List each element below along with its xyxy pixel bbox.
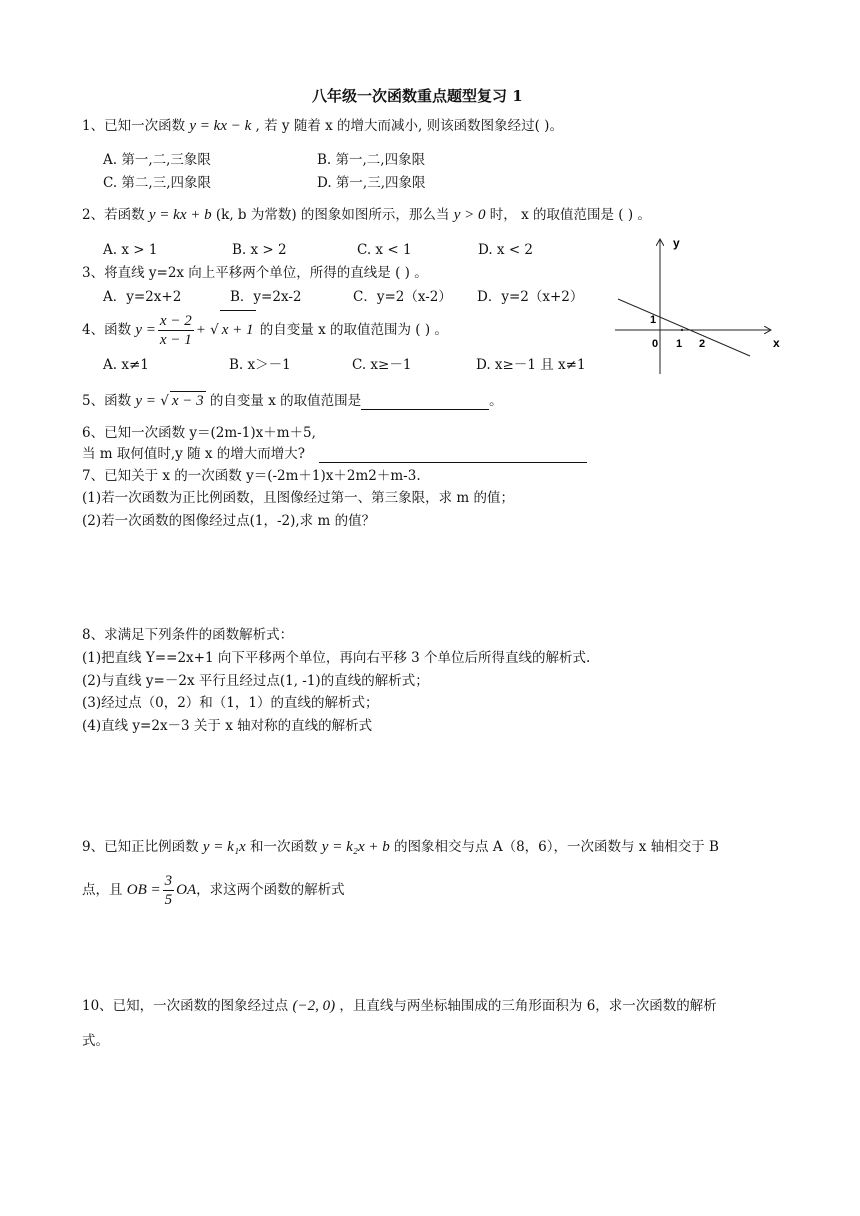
q8-line-3: (2)与直线 y=－2x 平行且经过点(1, -1)的直线的解析式； [82, 673, 429, 689]
q1-option-d: D. 第一,三,四象限 [317, 175, 426, 191]
q9-line-1 [82, 838, 719, 856]
q1-stem-a: 1、已知一次函数 [82, 118, 190, 134]
q8-line-1: 8、求满足下列条件的函数解析式： [82, 627, 294, 643]
q2-formula: y = kx + b [148, 207, 212, 223]
q4-sqrt: x + 1 [220, 310, 256, 349]
q4-stem-a: 4、函数 [82, 322, 136, 338]
origin-label: 0 [652, 338, 659, 350]
x-tick-2: 2 [699, 338, 706, 350]
q4-stem-b: 的自变量 x 的取值范围为 ( ) 。 [255, 322, 448, 338]
q7-line-3: (2)若一次函数的图像经过点(1，-2),求 m 的值？ [82, 513, 376, 529]
q3-option-d: D．y=2（x+2） [477, 289, 584, 305]
function-graph [610, 234, 790, 379]
q1-option-c: C. 第二,三,四象限 [103, 175, 212, 191]
y-axis-label: y [673, 236, 680, 250]
q2-option-d: D. x < 2 [478, 242, 534, 258]
tick-dot-1 [681, 329, 683, 331]
q9-oa: OA [176, 882, 197, 898]
q7-line-1: 7、已知关于 x 的一次函数 y＝(-2m＋1)x＋2m2＋m-3. [82, 468, 421, 484]
q8-line-2: (1)把直线 Y==2x+1 向下平移两个单位，再向右平移 3 个单位后所得直线的解析式. [82, 650, 591, 666]
q4-y-eq: y = [135, 322, 156, 338]
q2-stem-c: 时， x 的取值范围是 ( ) 。 [485, 207, 651, 223]
q1-formula: y = kx − k [189, 118, 252, 134]
x-axis-label: x [773, 336, 780, 350]
q4-numerator: x − 2 [159, 313, 192, 329]
q2-condition: y > 0 [453, 207, 486, 223]
q4-denominator: x − 1 [159, 332, 192, 348]
q6-line-2 [82, 445, 587, 463]
q6-stem: 当 m 取何值时,y 随 x 的增大而增大? [82, 446, 306, 462]
q6-line-1: 6、已知一次函数 y＝(2m-1)x＋m＋5, [82, 425, 316, 441]
q9-line2-a: 点，且 [82, 882, 127, 898]
q8-line-5: (4)直线 y=2x－3 关于 x 轴对称的直线的解析式 [82, 718, 373, 734]
q4-option-b: B. x＞－1 [229, 357, 291, 373]
q9-formula-1: y = k₁x [202, 839, 246, 855]
q9-stem-a: 9、已知正比例函数 [82, 839, 203, 855]
q1-stem-b: , 若 y 随着 x 的增大而减小, 则该函数图象经过( )。 [251, 118, 563, 134]
q2-stem-a: 2、若函数 [82, 207, 149, 223]
q5-y-eq: y = [135, 393, 156, 409]
function-line [618, 299, 750, 356]
question-2 [82, 206, 651, 224]
q5-answer-blank[interactable] [361, 395, 489, 410]
q5-stem-c: 。 [489, 393, 503, 409]
q2-option-c: C. x < 1 [357, 242, 412, 258]
q10-line-2: 式。 [82, 1033, 109, 1049]
q9-stem-b: 和一次函数 [245, 839, 322, 855]
q9-denominator: 5 [164, 892, 173, 908]
q10-point: (−2, 0) [292, 998, 336, 1014]
q4-option-a: A. x≠1 [103, 357, 149, 373]
question-3: 3、将直线 y=2x 向上平移两个单位，所得的直线是 ( ) 。 [82, 265, 428, 281]
q9-formula-2: y = k₂x + b [321, 839, 390, 855]
y-tick-1: 1 [650, 314, 657, 326]
q2-option-a: A. x > 1 [103, 242, 158, 258]
q5-stem-b: 的自变量 x 的取值范围是 [205, 393, 362, 409]
q6-answer-blank[interactable] [319, 448, 587, 463]
question-1 [82, 117, 563, 135]
q3-option-c: C．y=2（x-2） [353, 289, 452, 305]
q9-stem-c: 的图象相交与点 A（8，6），一次函数与 x 轴相交于 B [389, 839, 719, 855]
q5-sqrt: x − 3 [171, 393, 204, 409]
q10-line-1 [82, 997, 717, 1015]
page-title: 八年级一次函数重点题型复习 1 [312, 87, 523, 105]
question-5: 5、函数 y = √ x − 3 的自变量 x 的取值范围是 。 [82, 393, 503, 409]
q4-option-c: C. x≥－1 [352, 357, 412, 373]
q9-line-2 [82, 871, 345, 909]
x-tick-1: 1 [676, 338, 683, 350]
q7-line-2: (1)若一次函数为正比例函数，且图像经过第一、第三象限，求 m 的值； [82, 490, 515, 506]
q8-line-4: (3)经过点（0，2）和（1，1）的直线的解析式； [82, 695, 379, 711]
q9-fraction [163, 872, 175, 909]
q3-option-b: B．y=2x-2 [230, 289, 302, 305]
question-4: 4、函数 y = $\frac{x - 2}{x - 1}$ + √ x + 1 的自变量 x 的取值范围为 ( ) 。 [82, 310, 448, 349]
q9-line2-b: ，求这两个函数的解析式 [196, 882, 345, 898]
q4-plus: + [195, 322, 206, 338]
q10-stem-b: ，且直线与两坐标轴围成的三角形面积为 6，求一次函数的解析 [335, 998, 717, 1014]
q1-option-a: A. 第一,二,三象限 [103, 152, 211, 168]
q1-option-b: B. 第一,二,四象限 [317, 152, 426, 168]
q9-numerator: 3 [164, 873, 173, 889]
q4-option-d: D. x≥－1 且 x≠1 [476, 357, 586, 373]
q2-option-b: B. x > 2 [232, 242, 287, 258]
q10-stem-a: 10、已知，一次函数的图象经过点 [82, 998, 293, 1014]
q4-fraction [158, 312, 194, 349]
q5-stem-a: 5、函数 [82, 393, 136, 409]
q3-option-a: A．y=2x+2 [103, 289, 182, 305]
q9-ob: OB = [126, 882, 161, 898]
q2-stem-b: (k, b 为常数) 的图象如图所示，那么当 [211, 207, 454, 223]
